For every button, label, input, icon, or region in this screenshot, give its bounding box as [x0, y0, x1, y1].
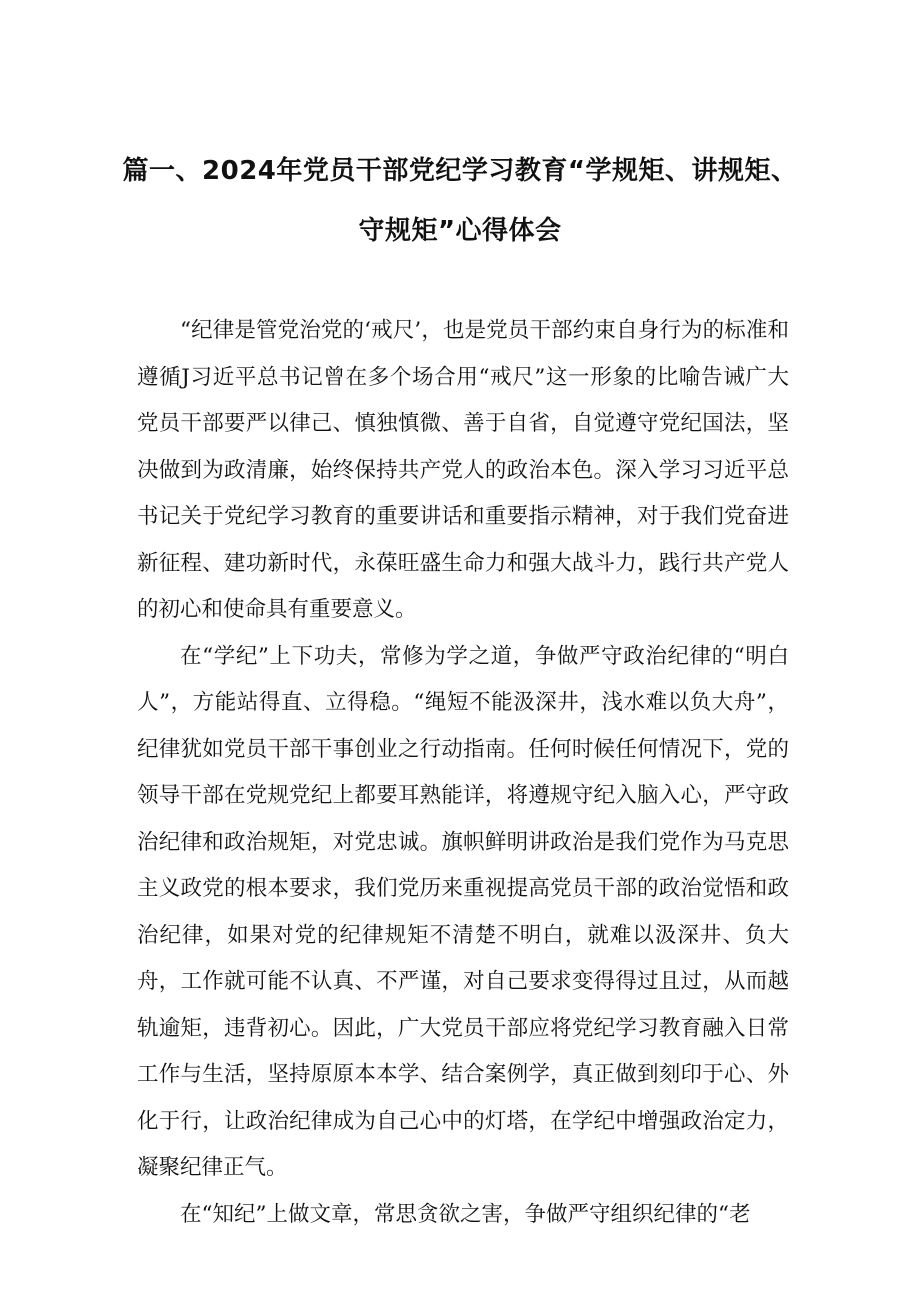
paragraph-discipline-ruler: “纪律是管党治党的‘戒尺’，也是党员干部约束自身行为的标准和遵循J习近平总书记曾在多个场合用“戒尺”这一形象的比喻告诫广大党员干部要严以律己、慎独慎微、善于自省，自觉遵守党纪国法，坚决做到为政清廉，始终保持共产党人的政治本色。深入学习习近平总书记关于党纪学习教育的重要讲话和重要指示精神，对于我们党奋进新征程、建功新时代，永葆旺盛生命力和强大战斗力，践行共产党人的初心和使命具有重要意义。 [137, 318, 789, 622]
paragraph-learn-discipline: 在“学纪”上下功夫，常修为学之道，争做严守政治纪律的“明白人”，方能站得直、立得稳。“绳短不能汲深井，浅水难以负大舟”，纪律犹如党员干部干事创业之行动指南。任何时候任何情况下，党的领导干部在党规党纪上都要耳熟能详，将遵规守纪入脑入心，严守政治纪律和政治规矩，对党忠诚。旗帜鲜明讲政治是我们党作为马克思主义政党的根本要求，我们党历来重视提高党员干部的政治觉悟和政治纪律，如果对党的纪律规矩不清楚不明白，就难以汲深井、负大舟，工作就可能不认真、不严谨，对自己要求变得得过且过，从而越轨逾矩，违背初心。因此，广大党员干部应将党纪学习教育融入日常工作与生活，坚持原原本本学、结合案例学，真正做到刻印于心、外化于行，让政治纪律成为自己心中的灯塔，在学纪中增强政治定力，凝聚纪律正气。 [137, 643, 789, 1180]
paragraph-know-discipline: 在“知纪”上做文章，常思贪欲之害，争做严守组织纪律的“老 [180, 1201, 751, 1227]
document-body [137, 308, 789, 1238]
document-title-line-1: 篇一、2024年党员干部党纪学习教育“学规矩、讲规矩、 [122, 156, 798, 186]
document-title-line-2: 守规矩”心得体会 [358, 216, 562, 246]
